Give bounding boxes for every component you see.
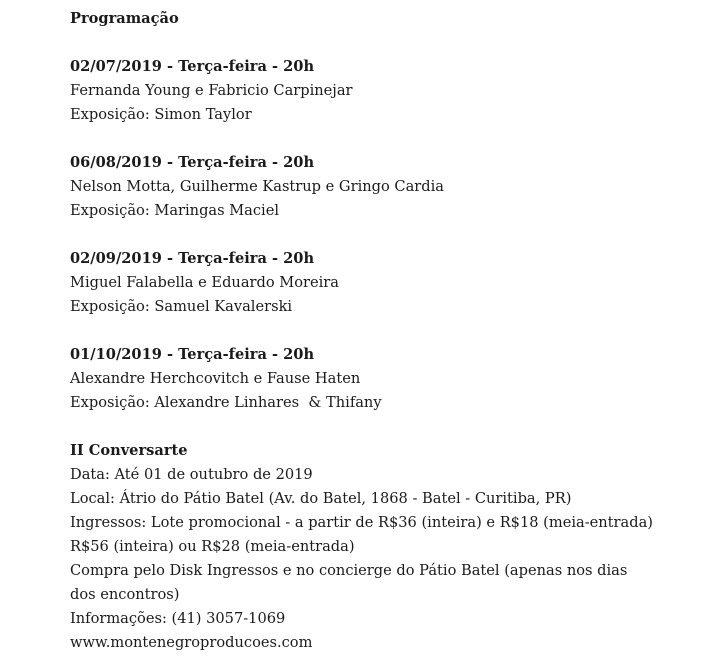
spacer [70,319,690,343]
info-website: www.montenegroproducoes.com [70,634,313,651]
section-heading: Programação [70,10,179,27]
info-title: II Conversarte [70,442,188,459]
info-location: Local: Átrio do Pátio Batel (Av. do Batel, 1868 - Batel - Curitiba, PR) [70,490,572,507]
event-date: 01/10/2019 - Terça-feira - 20h [70,346,315,363]
info-block [70,439,690,655]
event-exhibition: Exposição: Samuel Kavalerski [70,298,293,315]
event-exhibition: Exposição: Simon Taylor [70,106,252,123]
event-guests: Alexandre Herchcovitch e Fause Haten [70,370,361,387]
event-exhibition: Exposição: Maringas Maciel [70,202,280,219]
event-guests: Nelson Motta, Guilherme Kastrup e Gringo Cardia [70,178,444,195]
info-phone: Informações: (41) 3057-1069 [70,610,286,627]
info-tickets-line2: R$56 (inteira) ou R$28 (meia-entrada) [70,538,355,555]
event-date: 02/09/2019 - Terça-feira - 20h [70,250,315,267]
event-exhibition: Exposição: Alexandre Linhares & Thifany [70,394,382,411]
spacer [70,223,690,247]
info-date: Data: Até 01 de outubro de 2019 [70,466,313,483]
event-block [70,55,690,127]
spacer [70,127,690,151]
event-date: 06/08/2019 - Terça-feira - 20h [70,154,315,171]
info-purchase: Compra pelo Disk Ingressos e no concierge do Pátio Batel (apenas nos dias dos encontros) [70,562,628,603]
spacer [70,415,690,439]
event-block [70,151,690,223]
event-block [70,247,690,319]
info-tickets-line1: Ingressos: Lote promocional - a partir de R$36 (inteira) e R$18 (meia-entrada) [70,514,653,531]
article-body [70,7,690,655]
event-guests: Fernanda Young e Fabricio Carpinejar [70,82,353,99]
event-date: 02/07/2019 - Terça-feira - 20h [70,58,315,75]
event-block [70,343,690,415]
spacer [70,31,690,55]
event-guests: Miguel Falabella e Eduardo Moreira [70,274,339,291]
